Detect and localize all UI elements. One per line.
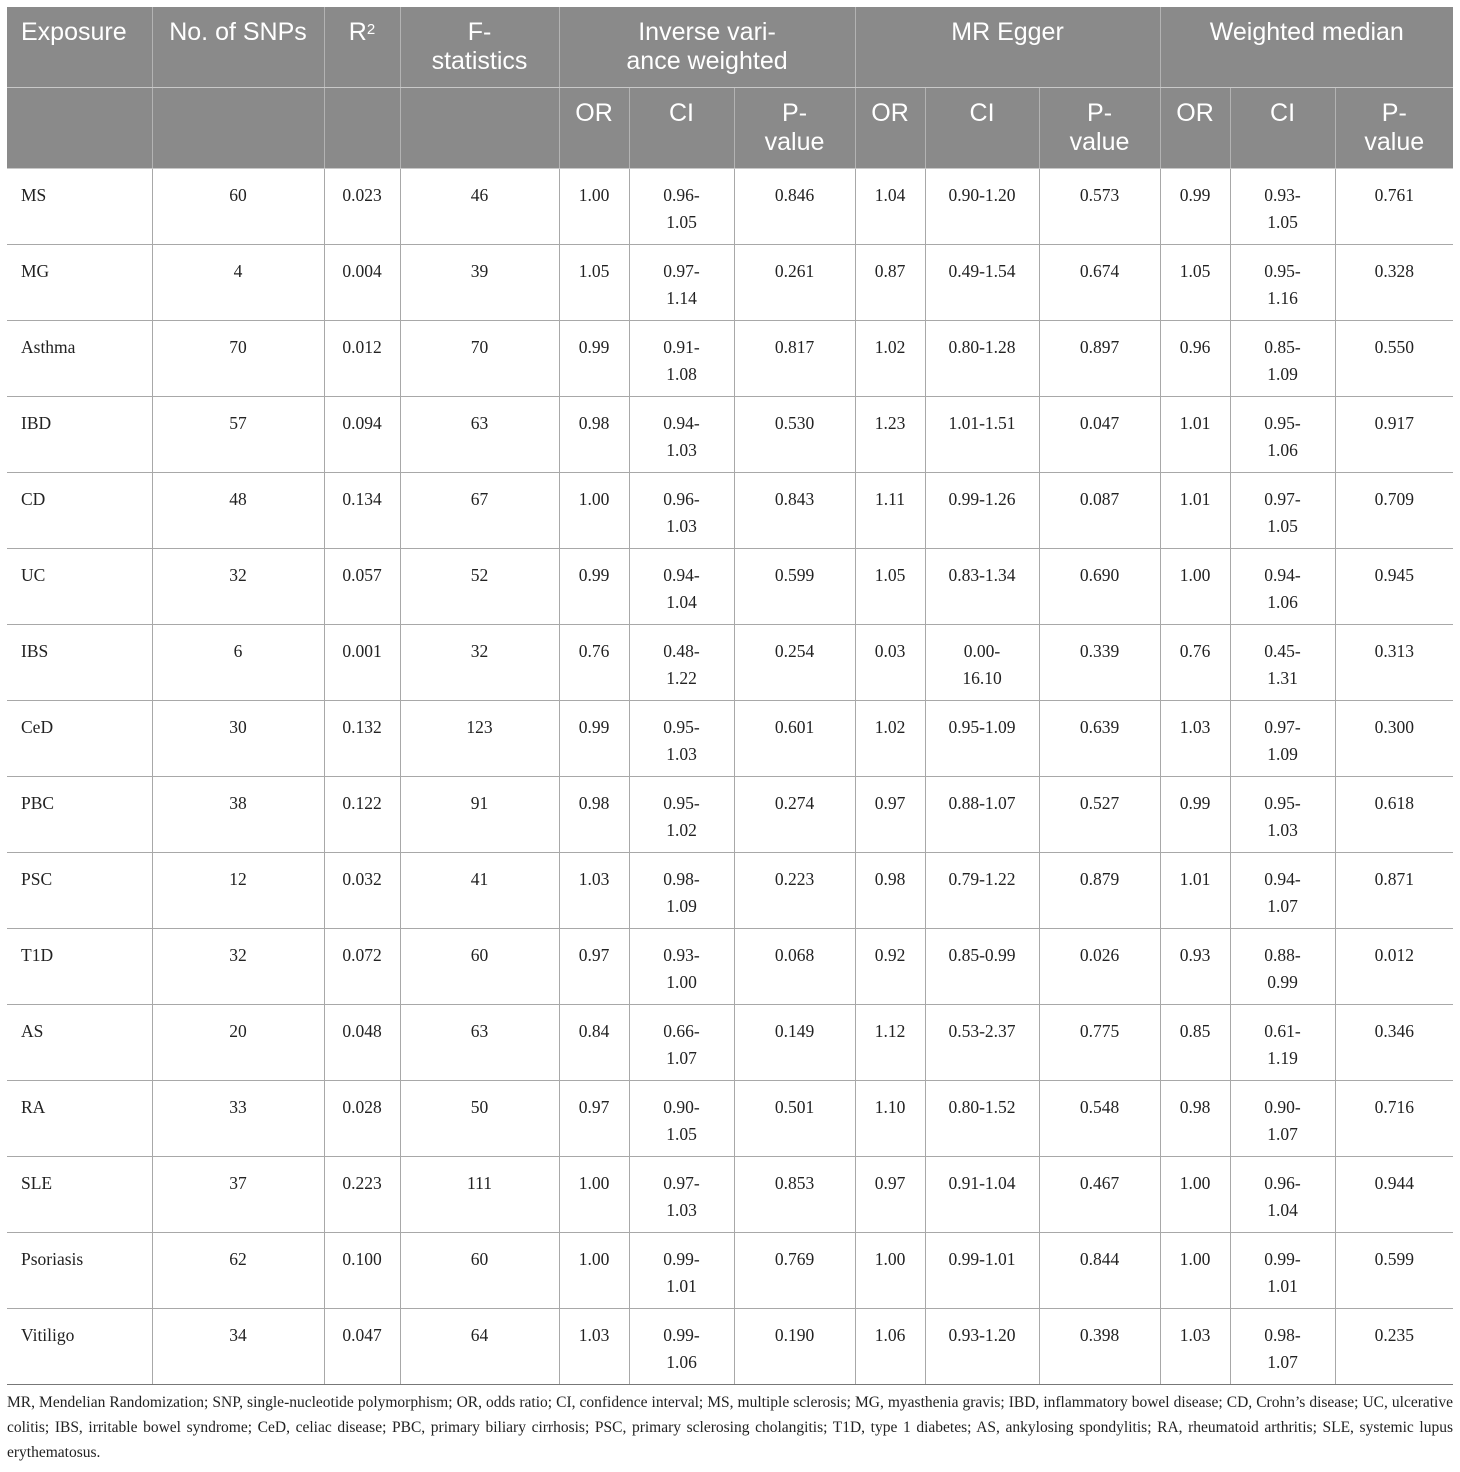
cell-exposure: RA xyxy=(7,1081,152,1157)
cell-egger-p: 0.879 xyxy=(1039,853,1160,929)
cell-egger-ci: 0.83-1.34 xyxy=(925,549,1039,625)
cell-egger-or: 1.12 xyxy=(855,1005,925,1081)
subheader-egger-p: P- value xyxy=(1039,88,1160,169)
cell-exposure: Psoriasis xyxy=(7,1233,152,1309)
cell-ivw-ci: 0.99- 1.01 xyxy=(629,1233,734,1309)
cell-wm-ci: 0.93- 1.05 xyxy=(1230,169,1335,245)
cell-exposure: IBS xyxy=(7,625,152,701)
cell-no-snps: 32 xyxy=(152,549,324,625)
cell-wm-or: 0.96 xyxy=(1160,321,1230,397)
cell-exposure: T1D xyxy=(7,929,152,1005)
cell-no-snps: 30 xyxy=(152,701,324,777)
header-mr-egger: MR Egger xyxy=(855,7,1160,88)
cell-no-snps: 6 xyxy=(152,625,324,701)
cell-egger-or: 0.98 xyxy=(855,853,925,929)
cell-wm-or: 0.99 xyxy=(1160,169,1230,245)
cell-ivw-or: 1.05 xyxy=(559,245,629,321)
cell-egger-ci: 0.80-1.28 xyxy=(925,321,1039,397)
cell-f-stat: 111 xyxy=(400,1157,559,1233)
cell-exposure: PBC xyxy=(7,777,152,853)
cell-wm-p: 0.761 xyxy=(1335,169,1453,245)
cell-egger-ci: 0.79-1.22 xyxy=(925,853,1039,929)
header-row-sub xyxy=(7,88,1453,169)
table-row xyxy=(7,1005,1453,1081)
cell-no-snps: 32 xyxy=(152,929,324,1005)
cell-wm-p: 0.313 xyxy=(1335,625,1453,701)
cell-wm-or: 1.00 xyxy=(1160,1157,1230,1233)
cell-no-snps: 60 xyxy=(152,169,324,245)
cell-wm-or: 1.01 xyxy=(1160,397,1230,473)
cell-egger-ci: 0.99-1.01 xyxy=(925,1233,1039,1309)
header-r2-sup: 2 xyxy=(366,21,376,38)
cell-f-stat: 63 xyxy=(400,1005,559,1081)
cell-wm-p: 0.917 xyxy=(1335,397,1453,473)
cell-exposure: SLE xyxy=(7,1157,152,1233)
cell-wm-p: 0.346 xyxy=(1335,1005,1453,1081)
cell-wm-p: 0.945 xyxy=(1335,549,1453,625)
cell-ivw-p: 0.817 xyxy=(734,321,855,397)
cell-egger-or: 1.04 xyxy=(855,169,925,245)
subheader-ivw-ci: CI xyxy=(629,88,734,169)
cell-f-stat: 64 xyxy=(400,1309,559,1385)
cell-wm-p: 0.235 xyxy=(1335,1309,1453,1385)
cell-ivw-or: 1.00 xyxy=(559,1233,629,1309)
cell-no-snps: 70 xyxy=(152,321,324,397)
subheader-egger-or: OR xyxy=(855,88,925,169)
cell-r2: 0.134 xyxy=(324,473,400,549)
cell-wm-p: 0.300 xyxy=(1335,701,1453,777)
cell-wm-or: 1.03 xyxy=(1160,1309,1230,1385)
cell-no-snps: 37 xyxy=(152,1157,324,1233)
cell-ivw-ci: 0.97- 1.03 xyxy=(629,1157,734,1233)
cell-ivw-or: 0.97 xyxy=(559,929,629,1005)
cell-egger-or: 1.23 xyxy=(855,397,925,473)
cell-egger-or: 1.00 xyxy=(855,1233,925,1309)
cell-wm-ci: 0.95- 1.06 xyxy=(1230,397,1335,473)
cell-wm-p: 0.716 xyxy=(1335,1081,1453,1157)
cell-egger-or: 1.06 xyxy=(855,1309,925,1385)
header-f-statistics-label: F- statistics xyxy=(431,18,528,75)
table-row xyxy=(7,169,1453,245)
cell-f-stat: 32 xyxy=(400,625,559,701)
cell-ivw-p: 0.149 xyxy=(734,1005,855,1081)
cell-egger-p: 0.674 xyxy=(1039,245,1160,321)
cell-egger-p: 0.897 xyxy=(1039,321,1160,397)
table-row xyxy=(7,701,1453,777)
cell-egger-or: 1.02 xyxy=(855,321,925,397)
cell-egger-p: 0.398 xyxy=(1039,1309,1160,1385)
cell-egger-or: 1.10 xyxy=(855,1081,925,1157)
header-no-snps: No. of SNPs xyxy=(152,7,324,88)
cell-ivw-ci: 0.97- 1.14 xyxy=(629,245,734,321)
cell-egger-ci: 0.53-2.37 xyxy=(925,1005,1039,1081)
cell-egger-ci: 0.99-1.26 xyxy=(925,473,1039,549)
cell-wm-p: 0.871 xyxy=(1335,853,1453,929)
cell-r2: 0.132 xyxy=(324,701,400,777)
cell-ivw-p: 0.846 xyxy=(734,169,855,245)
cell-egger-or: 1.05 xyxy=(855,549,925,625)
cell-f-stat: 41 xyxy=(400,853,559,929)
cell-wm-p: 0.618 xyxy=(1335,777,1453,853)
cell-wm-ci: 0.97- 1.09 xyxy=(1230,701,1335,777)
cell-r2: 0.032 xyxy=(324,853,400,929)
subheader-ivw-p: P- value xyxy=(734,88,855,169)
cell-exposure: MS xyxy=(7,169,152,245)
cell-f-stat: 70 xyxy=(400,321,559,397)
cell-wm-p: 0.012 xyxy=(1335,929,1453,1005)
cell-f-stat: 39 xyxy=(400,245,559,321)
cell-r2: 0.094 xyxy=(324,397,400,473)
cell-ivw-p: 0.853 xyxy=(734,1157,855,1233)
cell-r2: 0.223 xyxy=(324,1157,400,1233)
cell-exposure: Asthma xyxy=(7,321,152,397)
cell-f-stat: 67 xyxy=(400,473,559,549)
cell-wm-or: 0.85 xyxy=(1160,1005,1230,1081)
cell-wm-or: 1.05 xyxy=(1160,245,1230,321)
cell-egger-p: 0.775 xyxy=(1039,1005,1160,1081)
cell-exposure: MG xyxy=(7,245,152,321)
cell-ivw-ci: 0.99- 1.06 xyxy=(629,1309,734,1385)
header-f-statistics xyxy=(400,7,559,88)
header-row-main xyxy=(7,7,1453,88)
cell-egger-ci: 0.49-1.54 xyxy=(925,245,1039,321)
mr-results-table xyxy=(7,7,1453,1385)
cell-ivw-p: 0.274 xyxy=(734,777,855,853)
cell-no-snps: 20 xyxy=(152,1005,324,1081)
cell-wm-ci: 0.97- 1.05 xyxy=(1230,473,1335,549)
cell-wm-ci: 0.99- 1.01 xyxy=(1230,1233,1335,1309)
subheader-wm-ci: CI xyxy=(1230,88,1335,169)
cell-ivw-ci: 0.95- 1.03 xyxy=(629,701,734,777)
header-r2 xyxy=(324,7,400,88)
cell-r2: 0.004 xyxy=(324,245,400,321)
table-footnote: MR, Mendelian Randomization; SNP, single-nucleotide polymorphism; OR, odds ratio; CI, confidence interval; MS, multiple sclerosis; MG, myasthenia gravis; IBD, inflammatory bowel disease; CD, Crohn’s disease; UC, ulcerative colitis; IBS, irritable bowel syndrome; CeD, celiac disease; PBC, primary biliary cirrhosis; PSC, primary sclerosing cholangitis; T1D, type 1 diabetes; AS, ankylosing spondylitis; RA, rheumatoid arthritis; SLE, systemic lupus erythematosus. xyxy=(7,1394,1453,1461)
subheader-blank xyxy=(400,88,559,169)
cell-ivw-or: 0.97 xyxy=(559,1081,629,1157)
cell-wm-p: 0.709 xyxy=(1335,473,1453,549)
subheader-blank xyxy=(152,88,324,169)
cell-no-snps: 34 xyxy=(152,1309,324,1385)
cell-ivw-or: 1.00 xyxy=(559,1157,629,1233)
cell-wm-p: 0.599 xyxy=(1335,1233,1453,1309)
cell-r2: 0.048 xyxy=(324,1005,400,1081)
subheader-wm-or: OR xyxy=(1160,88,1230,169)
cell-no-snps: 4 xyxy=(152,245,324,321)
cell-r2: 0.028 xyxy=(324,1081,400,1157)
cell-exposure: CeD xyxy=(7,701,152,777)
cell-ivw-ci: 0.94- 1.03 xyxy=(629,397,734,473)
cell-ivw-ci: 0.96- 1.05 xyxy=(629,169,734,245)
header-r2-base: R xyxy=(348,18,367,46)
results-table-container xyxy=(7,7,1453,1385)
cell-r2: 0.012 xyxy=(324,321,400,397)
table-row xyxy=(7,245,1453,321)
cell-egger-p: 0.467 xyxy=(1039,1157,1160,1233)
cell-exposure: AS xyxy=(7,1005,152,1081)
cell-ivw-or: 0.99 xyxy=(559,701,629,777)
cell-egger-ci: 0.85-0.99 xyxy=(925,929,1039,1005)
cell-ivw-p: 0.261 xyxy=(734,245,855,321)
cell-f-stat: 60 xyxy=(400,1233,559,1309)
table-row xyxy=(7,1233,1453,1309)
subheader-blank xyxy=(324,88,400,169)
cell-wm-or: 1.01 xyxy=(1160,473,1230,549)
table-row xyxy=(7,397,1453,473)
table-row xyxy=(7,853,1453,929)
cell-f-stat: 63 xyxy=(400,397,559,473)
cell-egger-p: 0.548 xyxy=(1039,1081,1160,1157)
cell-wm-p: 0.550 xyxy=(1335,321,1453,397)
header-ivw xyxy=(559,7,855,88)
cell-egger-ci: 0.80-1.52 xyxy=(925,1081,1039,1157)
cell-ivw-ci: 0.98- 1.09 xyxy=(629,853,734,929)
cell-egger-ci: 1.01-1.51 xyxy=(925,397,1039,473)
cell-ivw-p: 0.601 xyxy=(734,701,855,777)
cell-egger-or: 0.03 xyxy=(855,625,925,701)
cell-egger-p: 0.087 xyxy=(1039,473,1160,549)
table-row xyxy=(7,625,1453,701)
table-row xyxy=(7,777,1453,853)
cell-wm-or: 1.03 xyxy=(1160,701,1230,777)
cell-exposure: Vitiligo xyxy=(7,1309,152,1385)
cell-wm-ci: 0.45- 1.31 xyxy=(1230,625,1335,701)
cell-no-snps: 57 xyxy=(152,397,324,473)
cell-wm-ci: 0.95- 1.03 xyxy=(1230,777,1335,853)
cell-wm-ci: 0.94- 1.07 xyxy=(1230,853,1335,929)
subheader-blank xyxy=(7,88,152,169)
cell-no-snps: 33 xyxy=(152,1081,324,1157)
cell-ivw-or: 1.03 xyxy=(559,853,629,929)
cell-r2: 0.023 xyxy=(324,169,400,245)
cell-ivw-or: 0.76 xyxy=(559,625,629,701)
table-row xyxy=(7,473,1453,549)
cell-wm-or: 1.00 xyxy=(1160,549,1230,625)
subheader-wm-p: P- value xyxy=(1335,88,1453,169)
table-row xyxy=(7,549,1453,625)
cell-egger-p: 0.573 xyxy=(1039,169,1160,245)
cell-wm-ci: 0.95- 1.16 xyxy=(1230,245,1335,321)
cell-wm-ci: 0.88- 0.99 xyxy=(1230,929,1335,1005)
subheader-egger-ci: CI xyxy=(925,88,1039,169)
cell-ivw-ci: 0.90- 1.05 xyxy=(629,1081,734,1157)
cell-ivw-p: 0.223 xyxy=(734,853,855,929)
cell-ivw-or: 0.84 xyxy=(559,1005,629,1081)
table-body xyxy=(7,169,1453,1385)
table-row xyxy=(7,929,1453,1005)
cell-egger-ci: 0.88-1.07 xyxy=(925,777,1039,853)
cell-ivw-or: 0.98 xyxy=(559,397,629,473)
cell-f-stat: 91 xyxy=(400,777,559,853)
table-row xyxy=(7,1157,1453,1233)
cell-wm-or: 1.00 xyxy=(1160,1233,1230,1309)
cell-r2: 0.122 xyxy=(324,777,400,853)
cell-ivw-p: 0.843 xyxy=(734,473,855,549)
cell-no-snps: 12 xyxy=(152,853,324,929)
cell-egger-or: 0.97 xyxy=(855,777,925,853)
table-row xyxy=(7,321,1453,397)
cell-ivw-p: 0.501 xyxy=(734,1081,855,1157)
cell-wm-or: 0.93 xyxy=(1160,929,1230,1005)
subheader-ivw-or: OR xyxy=(559,88,629,169)
cell-ivw-p: 0.190 xyxy=(734,1309,855,1385)
cell-ivw-ci: 0.91- 1.08 xyxy=(629,321,734,397)
cell-f-stat: 60 xyxy=(400,929,559,1005)
cell-f-stat: 50 xyxy=(400,1081,559,1157)
cell-wm-p: 0.944 xyxy=(1335,1157,1453,1233)
cell-r2: 0.057 xyxy=(324,549,400,625)
cell-wm-ci: 0.94- 1.06 xyxy=(1230,549,1335,625)
cell-ivw-ci: 0.94- 1.04 xyxy=(629,549,734,625)
cell-ivw-or: 1.00 xyxy=(559,169,629,245)
cell-egger-ci: 0.00- 16.10 xyxy=(925,625,1039,701)
cell-no-snps: 62 xyxy=(152,1233,324,1309)
cell-egger-p: 0.844 xyxy=(1039,1233,1160,1309)
header-weighted-median: Weighted median xyxy=(1160,7,1453,88)
cell-wm-ci: 0.90- 1.07 xyxy=(1230,1081,1335,1157)
cell-exposure: IBD xyxy=(7,397,152,473)
cell-egger-p: 0.527 xyxy=(1039,777,1160,853)
cell-r2: 0.001 xyxy=(324,625,400,701)
table-row xyxy=(7,1309,1453,1385)
cell-ivw-or: 0.98 xyxy=(559,777,629,853)
cell-exposure: PSC xyxy=(7,853,152,929)
header-exposure: Exposure xyxy=(7,7,152,88)
cell-ivw-p: 0.254 xyxy=(734,625,855,701)
cell-wm-or: 0.76 xyxy=(1160,625,1230,701)
cell-ivw-p: 0.068 xyxy=(734,929,855,1005)
cell-egger-or: 1.11 xyxy=(855,473,925,549)
cell-ivw-or: 0.99 xyxy=(559,321,629,397)
cell-egger-or: 0.97 xyxy=(855,1157,925,1233)
cell-wm-ci: 0.98- 1.07 xyxy=(1230,1309,1335,1385)
cell-wm-or: 1.01 xyxy=(1160,853,1230,929)
cell-ivw-or: 1.03 xyxy=(559,1309,629,1385)
cell-r2: 0.100 xyxy=(324,1233,400,1309)
cell-r2: 0.047 xyxy=(324,1309,400,1385)
cell-ivw-or: 0.99 xyxy=(559,549,629,625)
cell-egger-ci: 0.95-1.09 xyxy=(925,701,1039,777)
cell-ivw-p: 0.599 xyxy=(734,549,855,625)
cell-ivw-or: 1.00 xyxy=(559,473,629,549)
cell-egger-or: 0.92 xyxy=(855,929,925,1005)
cell-wm-or: 0.99 xyxy=(1160,777,1230,853)
table-row xyxy=(7,1081,1453,1157)
cell-egger-p: 0.639 xyxy=(1039,701,1160,777)
cell-wm-ci: 0.61- 1.19 xyxy=(1230,1005,1335,1081)
cell-egger-p: 0.026 xyxy=(1039,929,1160,1005)
cell-ivw-p: 0.530 xyxy=(734,397,855,473)
cell-egger-p: 0.047 xyxy=(1039,397,1160,473)
cell-no-snps: 48 xyxy=(152,473,324,549)
cell-exposure: UC xyxy=(7,549,152,625)
cell-ivw-p: 0.769 xyxy=(734,1233,855,1309)
cell-egger-p: 0.339 xyxy=(1039,625,1160,701)
cell-f-stat: 52 xyxy=(400,549,559,625)
cell-ivw-ci: 0.95- 1.02 xyxy=(629,777,734,853)
cell-exposure: CD xyxy=(7,473,152,549)
header-ivw-label: Inverse vari- ance weighted xyxy=(626,18,788,75)
cell-egger-or: 1.02 xyxy=(855,701,925,777)
cell-egger-ci: 0.91-1.04 xyxy=(925,1157,1039,1233)
cell-egger-ci: 0.93-1.20 xyxy=(925,1309,1039,1385)
cell-wm-ci: 0.85- 1.09 xyxy=(1230,321,1335,397)
cell-wm-ci: 0.96- 1.04 xyxy=(1230,1157,1335,1233)
cell-no-snps: 38 xyxy=(152,777,324,853)
cell-ivw-ci: 0.93- 1.00 xyxy=(629,929,734,1005)
cell-egger-ci: 0.90-1.20 xyxy=(925,169,1039,245)
cell-wm-or: 0.98 xyxy=(1160,1081,1230,1157)
cell-egger-p: 0.690 xyxy=(1039,549,1160,625)
cell-r2: 0.072 xyxy=(324,929,400,1005)
cell-f-stat: 123 xyxy=(400,701,559,777)
cell-ivw-ci: 0.66- 1.07 xyxy=(629,1005,734,1081)
cell-egger-or: 0.87 xyxy=(855,245,925,321)
cell-ivw-ci: 0.96- 1.03 xyxy=(629,473,734,549)
cell-wm-p: 0.328 xyxy=(1335,245,1453,321)
cell-ivw-ci: 0.48- 1.22 xyxy=(629,625,734,701)
cell-f-stat: 46 xyxy=(400,169,559,245)
